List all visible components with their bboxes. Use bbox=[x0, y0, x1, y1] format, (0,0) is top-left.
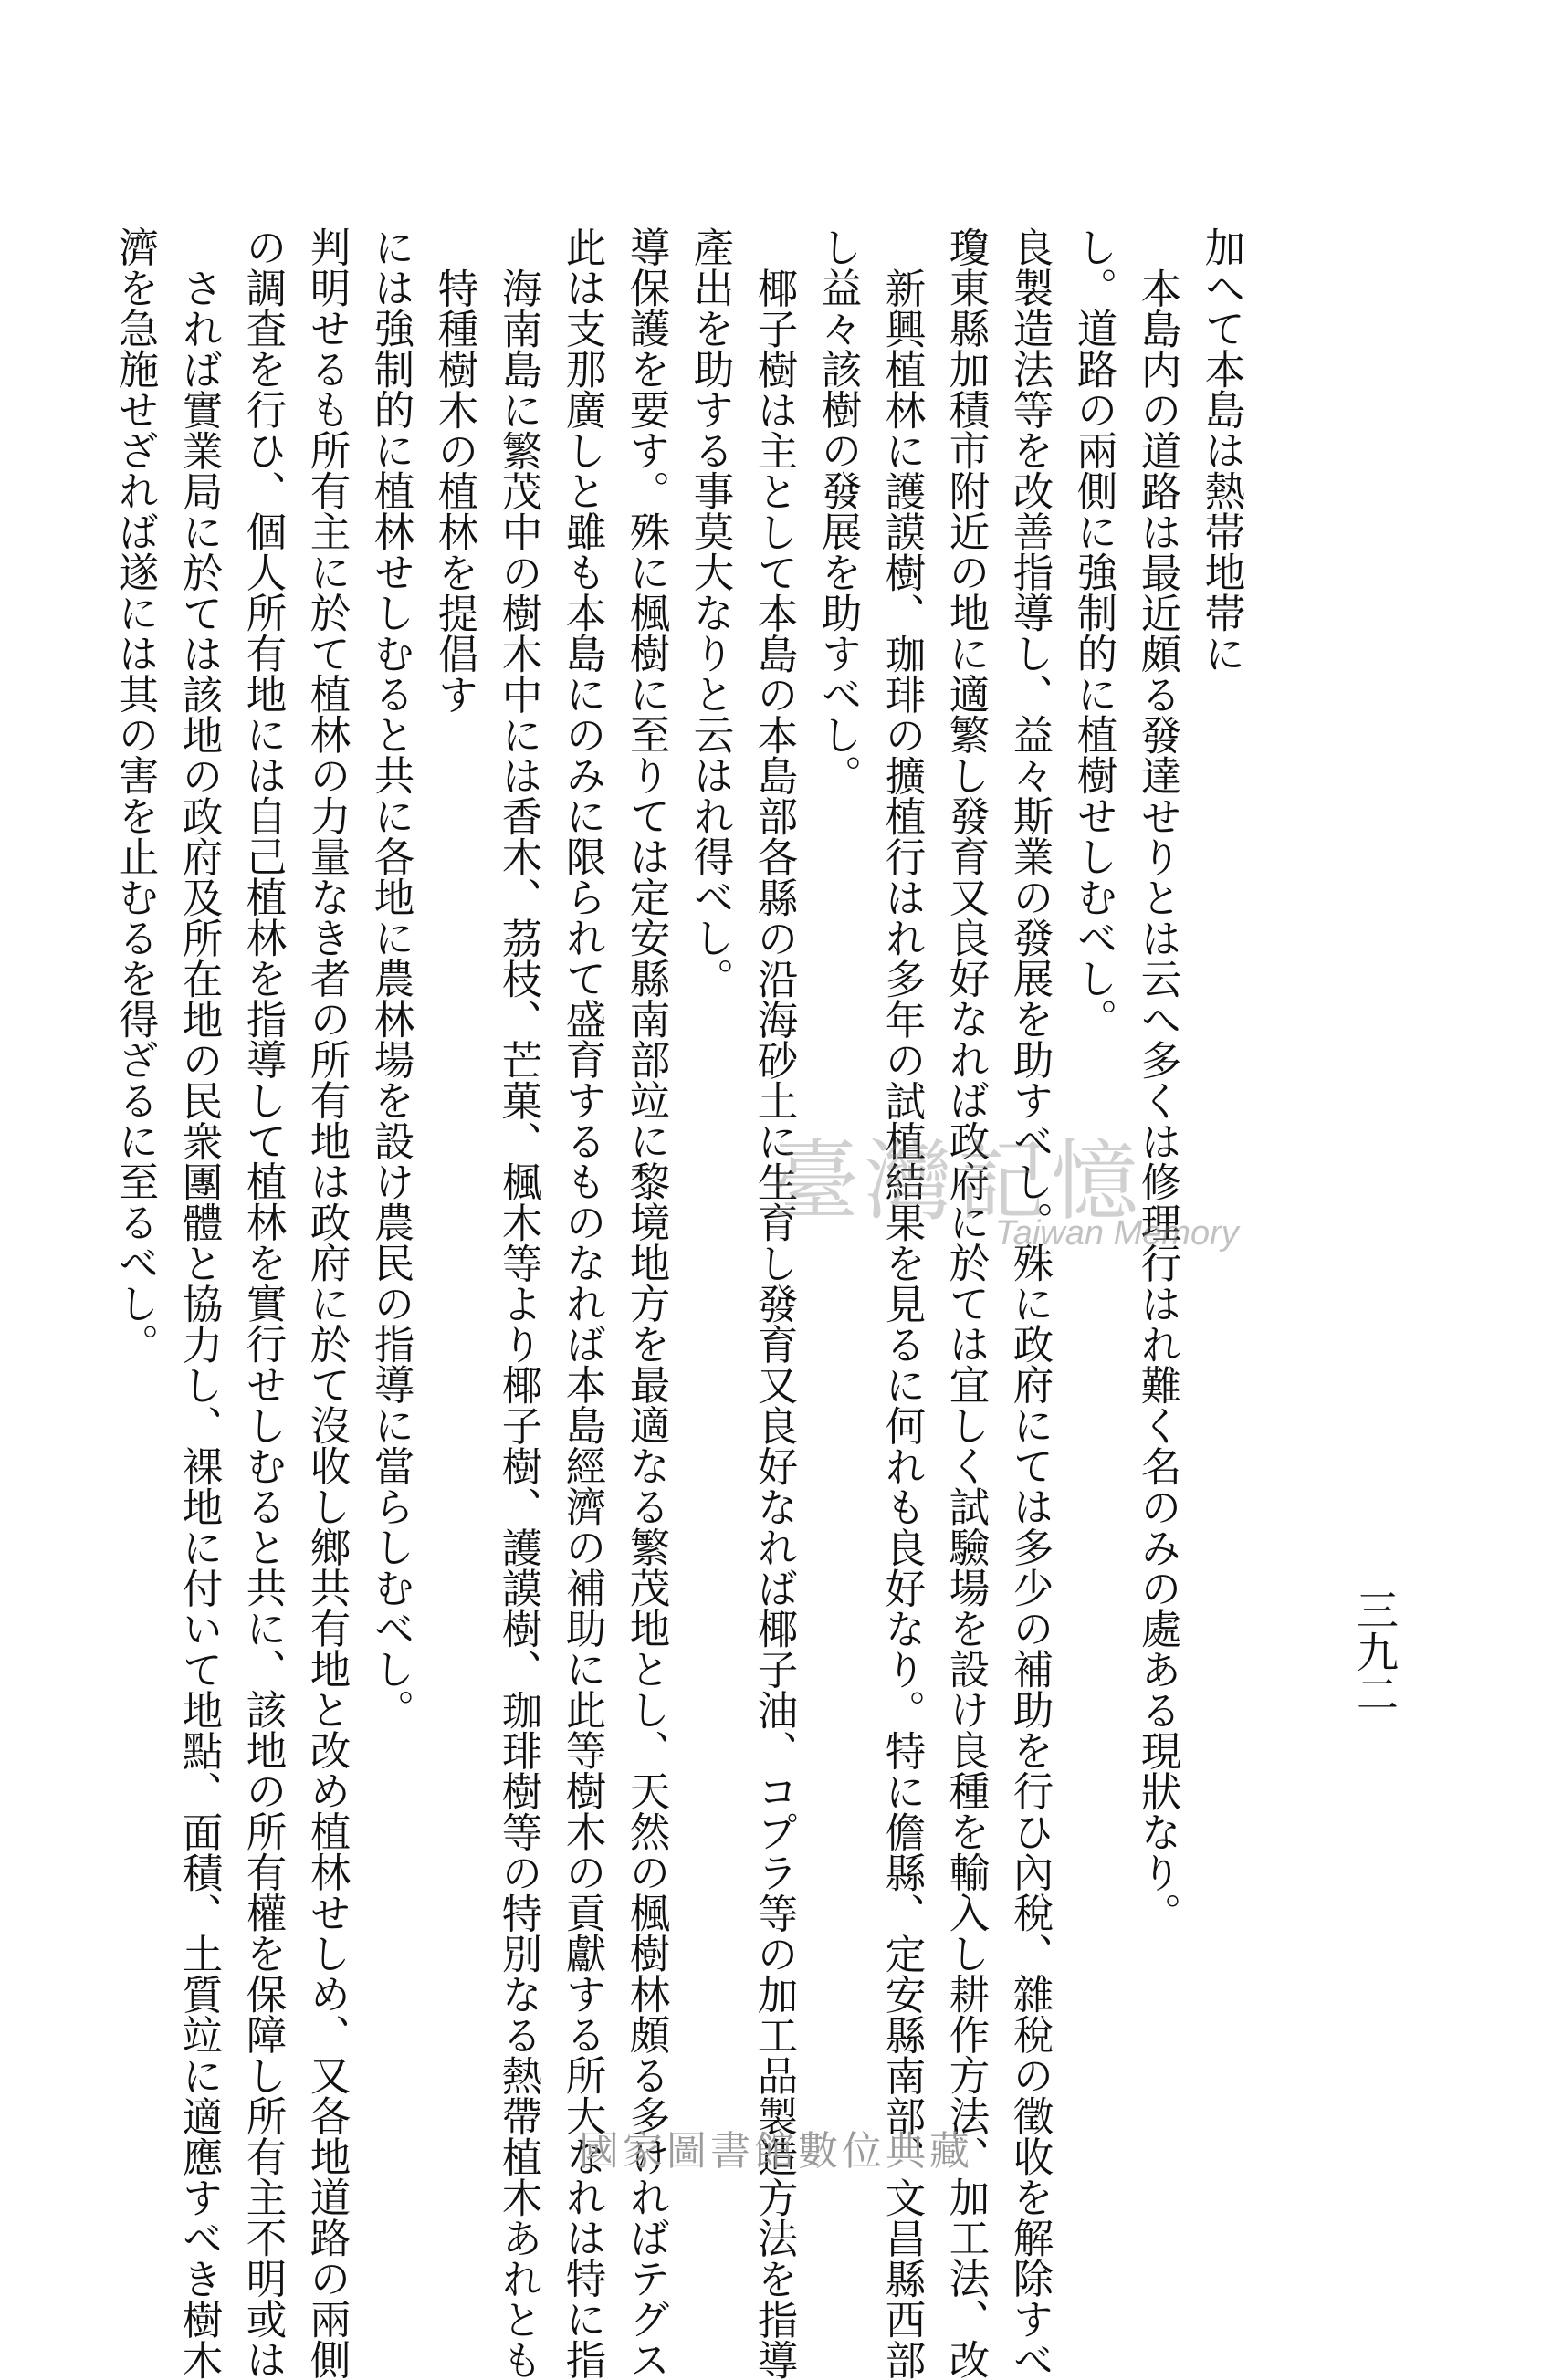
text-column: 新興植林に護謨樹、珈琲の擴植行はれ多年の試植結果を見るに何れも良好なり。特に儋縣、定安縣南部、文昌縣西部 bbox=[878, 267, 925, 2380]
text-column: 良製造法等を改善指導し、益々斯業の發展を助すべし。殊に政府にては多少の補助を行ひ內稅、雜稅の徵收を解除すべ bbox=[1006, 226, 1053, 2380]
text-column: には強制的に植林せしむると共に各地に農林場を設け農民の指導に當らしむべし。 bbox=[367, 226, 414, 1730]
footer-caption: 國家圖書館數位典藏 bbox=[579, 2128, 973, 2175]
watermark-subtitle: Taiwan Memory bbox=[995, 1214, 1239, 1253]
text-column: 此は支那廣しと雖も本島にのみに限られて盛育するものなれば本島經濟の補助に此等樹木の貢獻する所大なれは特に指 bbox=[559, 226, 605, 2380]
text-column: 導保護を要す。殊に楓樹に至りては定安縣南部竝に黎境地方を最適なる繁茂地とし、天然の楓樹林頗る多ければテグス bbox=[623, 226, 669, 2380]
text-column: 特種樹木の植林を提倡す bbox=[431, 267, 477, 715]
text-column: 濟を急施せざれば遂には其の害を止むるを得ざるに至るべし。 bbox=[111, 226, 158, 1364]
text-column: 判明せるも所有主に於て植林の力量なき者の所有地は政府に於て沒收し鄉共有地と改め植林せしめ、又各地道路の兩側 bbox=[303, 226, 350, 2380]
text-column: し。道路の兩側に強制的に植樹せしむべし。 bbox=[1070, 226, 1117, 1039]
page-number: 三九二 bbox=[1350, 1588, 1400, 1714]
text-column: し益々該樹の發展を助すべし。 bbox=[814, 226, 861, 795]
text-column: 本島内の道路は最近頗る發達せりとは云へ多くは修理行はれ難く名のみの處ある現狀なり。 bbox=[1134, 267, 1180, 1934]
text-column: 產出を助する事莫大なりと云はれ得べし。 bbox=[687, 226, 733, 999]
text-column: 椰子樹は主として本島の本島部各縣の沿海砂土に生育し發育又良好なれば椰子油、コプラ等の加工品製造方法を指導 bbox=[750, 267, 797, 2380]
text-column: されば實業局に於ては該地の政府及所在地の民衆團體と協力し、裸地に付いて地點、面積、土質竝に適應すべき樹木 bbox=[175, 267, 222, 2380]
text-column: 海南島に繁茂中の樹木中には香木、茘枝、芒菓、楓木等より椰子樹、護謨樹、珈琲樹等の特別なる熱帶植木あれとも bbox=[495, 267, 541, 2380]
watermark-logo-text: 臺灣記憶 bbox=[771, 1130, 1144, 1232]
text-column: 瓊東縣加積市附近の地に適繁し發育又良好なれば政府に於ては宜しく試驗場を設け良種を輸入し耕作方法、加工法、改 bbox=[942, 226, 989, 2380]
text-column: 加へて本島は熱帯地帯に bbox=[1198, 226, 1244, 674]
text-column: の調査を行ひ、個人所有地には自己植林を指導して植林を實行せしむると共に、該地の所有權を保障し所有主不明或は bbox=[239, 226, 286, 2380]
